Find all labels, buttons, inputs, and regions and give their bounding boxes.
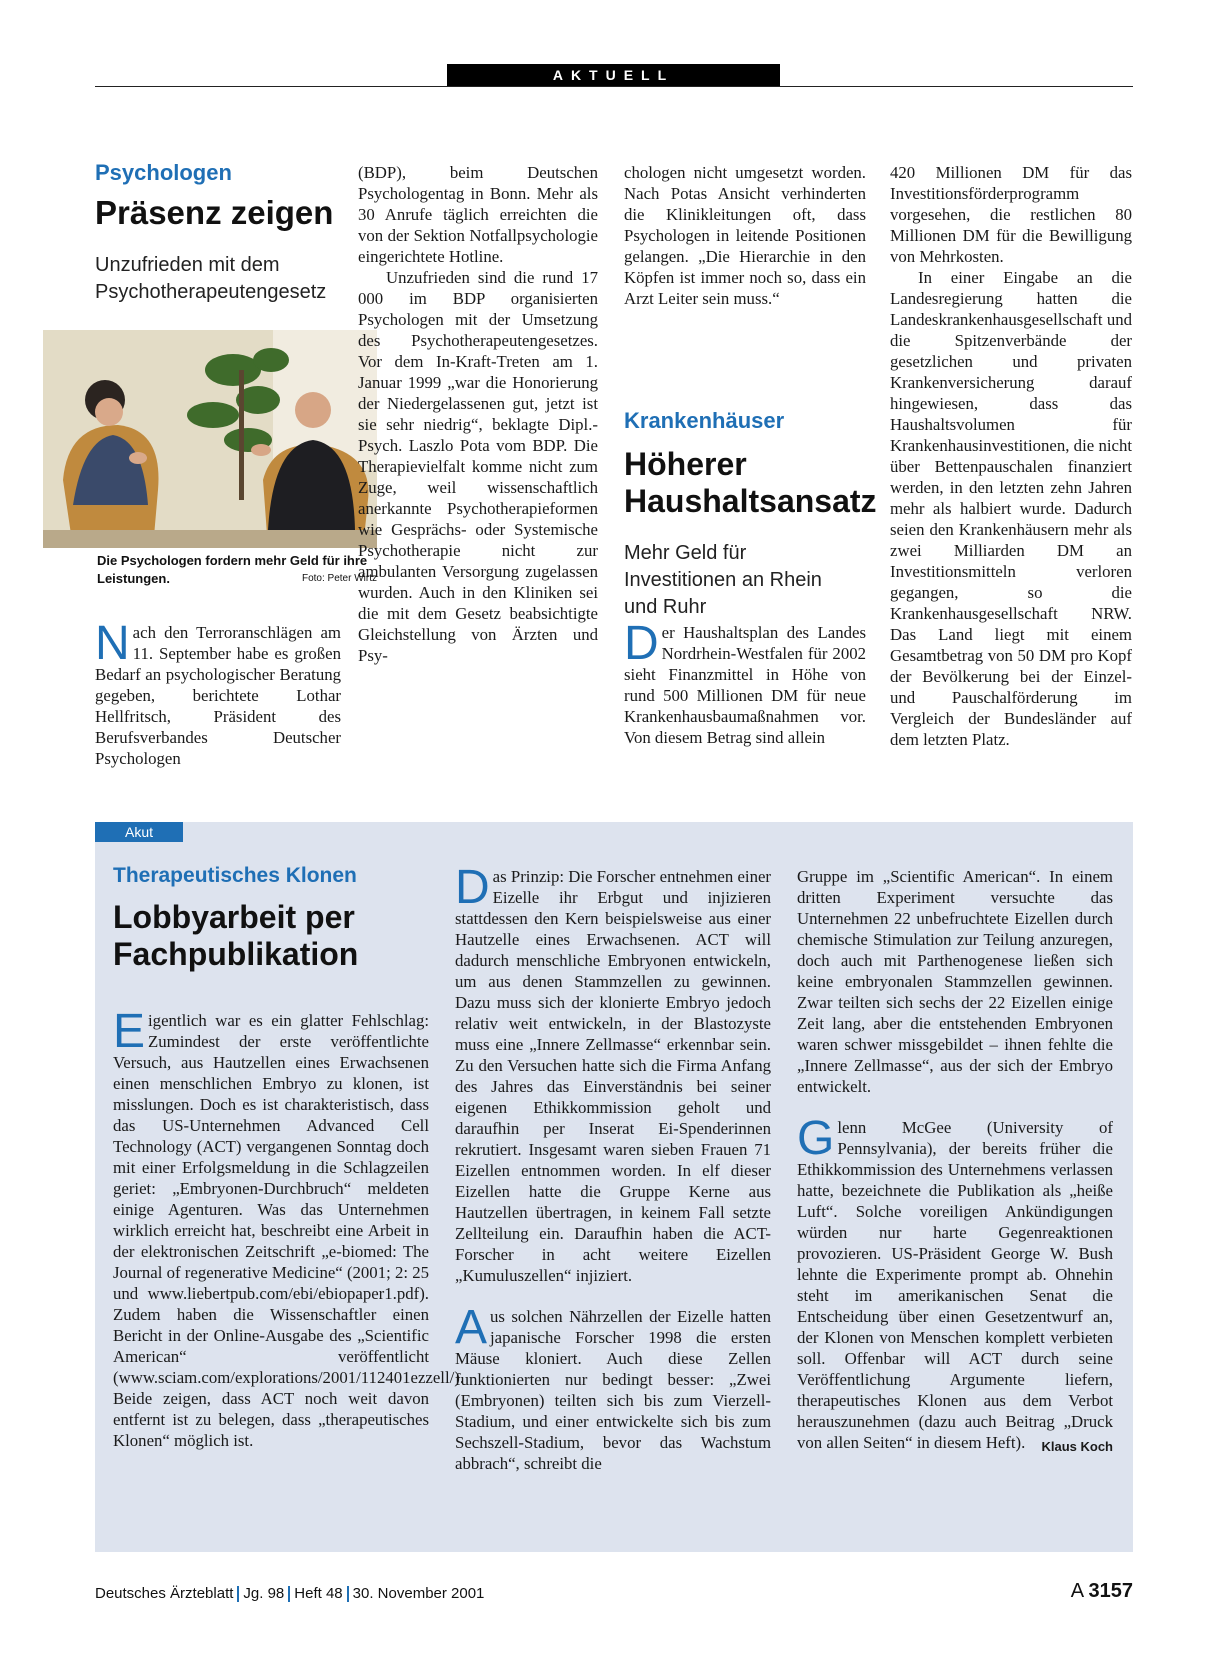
drop-cap: E [113, 1005, 146, 1058]
drop-cap: D [624, 617, 659, 670]
article3-column2 [455, 861, 771, 1474]
drop-cap: G [797, 1112, 835, 1165]
footer-date: 30. November 2001 [352, 1585, 485, 1602]
article2-col3-text: er Haushaltsplan des Landes Nordrhein-Westfalen für 2002 sieht Finanzmittel in Höhe von rund 500 Millionen DM für neue Krankenhausbaumaßnahmen vor. Von diesem Betrag sind allein [624, 623, 866, 747]
article1-column2 [358, 162, 598, 666]
photo-illustration [43, 330, 377, 548]
drop-cap: D [455, 861, 490, 914]
page-number-value: 3157 [1088, 1580, 1133, 1602]
article1-deck: Unzufrieden mit dem Psychotherapeutengesetz [95, 254, 327, 303]
article2-col4-para1: 420 Millionen DM für das Investitionsförderprogramm vorgesehen, die restlichen 80 Millionen DM für die Bewilligung von Mehrkosten. [890, 163, 1132, 266]
article3-col2-text1: as Prinzip: Die Forscher entnehmen einer Eizelle ihr Erbgut und injizieren stattdessen den Kern beispielsweise aus einer Hautzelle eines Erwachsenen. ACT will dadurch menschliche Embryonen entwickeln, um aus denen Stammzellen zu gewinnen. Dazu muss sich der klonierte Embryo jedoch relativ weit entwickeln, in der Blastozyste muss eine „Innere Zellmasse“ erkennbar sein. Zu den Versuchen hatte sich die Firma Anfang des Jahres das Einverständnis bei seiner eigenen Ethikkommission geholt und daraufhin per Inserat Ei-Spenderinnen rekrutiert. Insgesamt waren sieben Frauen 71 Eizellen entnommen worden. In elf dieser Eizellen hatte die Gruppe Kerne aus Hautzellen übertragen, in keinem Fall setzte Zellteilung ein. Daraufhin haben die ACT-Forscher in acht weitere Eizellen „Kumuluszellen“ injiziert. [455, 867, 771, 1285]
article2-headline-line1: Höherer [624, 446, 747, 482]
article1-photo [43, 330, 377, 548]
photo-caption: Die Psychologen fordern mehr Geld für ihre Leistungen. [97, 553, 368, 586]
article3-author: Klaus Koch [1041, 1439, 1113, 1454]
drop-cap: N [95, 617, 130, 670]
article3-col3-text2: lenn McGee (University of Pennsylvania), der bereits früher die Ethikkommission des Unternehmens verlassen hatte, bezeichnete die Publikation als „heiße Luft“. Solche voreiligen Ankündigungen würden nur harte Gegenreaktionen provozieren. US-Präsident George W. Bush lehnte die Experimente prompt ab. Ohnehin steht im amerikanischen Senat die Entscheidung über einen Gesetzentwurf an, der Klonen von Menschen komplett verbieten soll. Offenbar will ACT durch seine Veröffentlichung Argumente liefern, therapeutisches Klonen aus dem Verbot herauszunehmen (dazu auch Beitrag „Druck von allen Seiten“ in diesem Heft). [797, 1118, 1113, 1452]
article3-col3-text1: Gruppe im „Scientific American“. In einem dritten Experiment versuchte das Unternehmen 22 unbefruchtete Eizellen durch chemische Stimulation zur Teilung anzuregen, doch auch mit Parthenogenese ließen sich keine embryonalen Stammzellen gewinnen. Zwar teilten sich sechs der 22 Eizellen einige Zeit lang, aber die entstehenden Embryonen waren schwer missgebildet – ihnen fehlte die „Innere Zellmasse“, aus der sich der Embryo entwickelt. [797, 867, 1113, 1096]
article2-kicker: Krankenhäuser [624, 408, 785, 433]
photo-caption-block [97, 552, 377, 588]
article2-headline-line2: Haushaltsansatz [624, 483, 877, 519]
article2-col4-para2: In einer Eingabe an die Landesregierung hatten die Landeskrankenhausgesellschaft und die Spitzenverbände der gesetzlichen und privaten Krankenversicherung darauf hingewiesen, dass das Haushaltsvolumen für Krankenhausinvestitionen, die nicht über Bettenpauschalen finanziert werden, in den letzten zehn Jahren mehr als halbiert wurde. Dadurch seien den Krankenhäusern mehr als zwei Milliarden DM an Investitionsmitteln verloren gegangen, so die Krankenhausgesellschaft NRW. Das Land liegt mit einem Gesamtbetrag von 50 DM pro Kopf der Bevölkerung bei der Einzel- und Pauschalförderung im Vergleich der Bundesländer auf dem letzten Platz. [890, 268, 1132, 749]
article2-column3 [624, 617, 866, 748]
page-number [1071, 1580, 1133, 1603]
article3-headline-line2: Fachpublikation [113, 936, 359, 972]
footer-separator [347, 1586, 349, 1602]
page-footer [95, 1585, 484, 1602]
article2-column4 [890, 162, 1132, 750]
article1-kicker: Psychologen [95, 160, 232, 185]
footer-separator [237, 1586, 239, 1602]
drop-cap: A [455, 1301, 488, 1354]
footer-journal: Deutsches Ärzteblatt [95, 1585, 234, 1602]
article2-deck: Mehr Geld für Investitionen an Rhein und Ruhr [624, 542, 822, 618]
article1-headline: Präsenz zeigen [95, 194, 334, 231]
footer-separator [288, 1586, 290, 1602]
article3-kicker: Therapeutisches Klonen [113, 864, 357, 887]
section-label: AKTUELL [447, 64, 780, 86]
article3-col2-text2: us solchen Nährzellen der Eizelle hatten japanische Forscher 1998 die ersten Mäuse kloniert. Auch diese Zellen funktionierten nur bedingt besser: „Zwei (Embryonen) teilten sich bis zum Vierzell-Stadium, und einer entwickelte sich bis zum Sechszell-Stadium, bevor das Wachstum abbrach“, schreibt die [455, 1307, 771, 1473]
article3-headline [113, 899, 413, 973]
akut-tab: Akut [95, 822, 183, 842]
article1-column1 [95, 617, 341, 769]
article3-column1 [113, 1005, 465, 1451]
article1-col3-text: chologen nicht umgesetzt worden. Nach Potas Ansicht verhinderten die Klinikleitungen oft, dass Psychologen in leitende Positionen gelangen. „Die Hierarchie in den Köpfen ist immer noch so, dass ein Arzt Leiter sein muss.“ [624, 163, 866, 308]
photo-credit: Foto: Peter Wirtz [301, 573, 377, 584]
article1-col2-para2: Unzufrieden sind die rund 17 000 im BDP organisierten Psychologen mit der Umsetzung des Psychotherapeutengesetzes. Vor dem In-Kraft-Treten am 1. Januar 1999 „war die Honorierung der Niedergelassenen gut, jetzt ist sie sehr niedrig“, beklagte Dipl.-Psych. Laszlo Pota vom BDP. Die Therapievielfalt komme nicht zum Zuge, weil wissenschaftlich anerkannte Psychotherapieformen wie Gesprächs- oder Systemische Psychotherapie nicht zur ambulanten Versorgung zugelassen wurden. Auch in den Kliniken sei die mit dem Gesetz beabsichtigte Gleichstellung von Ärzten und Psy- [358, 268, 598, 665]
article2-headline [624, 446, 877, 520]
footer-issue: Heft 48 [294, 1585, 343, 1602]
header-rule [95, 86, 1133, 87]
article3-headline-line1: Lobbyarbeit per [113, 899, 355, 935]
page-prefix: A [1070, 1580, 1083, 1602]
article1-column3 [624, 162, 866, 309]
article1-col2-para1: (BDP), beim Deutschen Psychologentag in Bonn. Mehr als 30 Anrufe täglich erreichten die von der Sektion Notfallpsychologie eingerichtete Hotline. [358, 163, 598, 266]
article3-column3 [797, 866, 1113, 1457]
article3-col1-text: igentlich war es ein glatter Fehlschlag: Zumindest der erste veröffentlichte Versuch, aus Hautzellen eines Erwachsenen einen menschlichen Embryo zu klonen, ist misslungen. Doch es ist charakteristisch, dass das US-Unternehmen Advanced Cell Technology (ACT) vergangenen Sonntag doch mit einer Erfolgsmeldung in die Schlagzeilen geriet: „Embryonen-Durchbruch“ meldeten einige Agenturen. Was das Unternehmen wirklich erreicht hat, beschreibt eine Arbeit in der elektronischen Zeitschrift „e-biomed: The Journal of regenerative Medicine“ (2001; 2: 25 und www.liebertpub.com/ebi/ebiopaper1.pdf). Zudem haben die Wissenschaftler einen Bericht in der Online-Ausgabe des „Scientific American“ veröffentlicht (www.sciam.com/explorations/2001/112401ezzell/). Beide zeigen, dass ACT noch weit davon entfernt ist zu belegen, dass „therapeutisches Klonen“ möglich ist. [113, 1011, 465, 1450]
article1-col1-text: ach den Terroranschlägen am 11. September habe es großen Bedarf an psychologischer Beratung gegeben, berichtete Lothar Hellfritsch, Präsident des Berufsverbandes Deutscher Psychologen [95, 623, 341, 768]
footer-volume: Jg. 98 [243, 1585, 285, 1602]
